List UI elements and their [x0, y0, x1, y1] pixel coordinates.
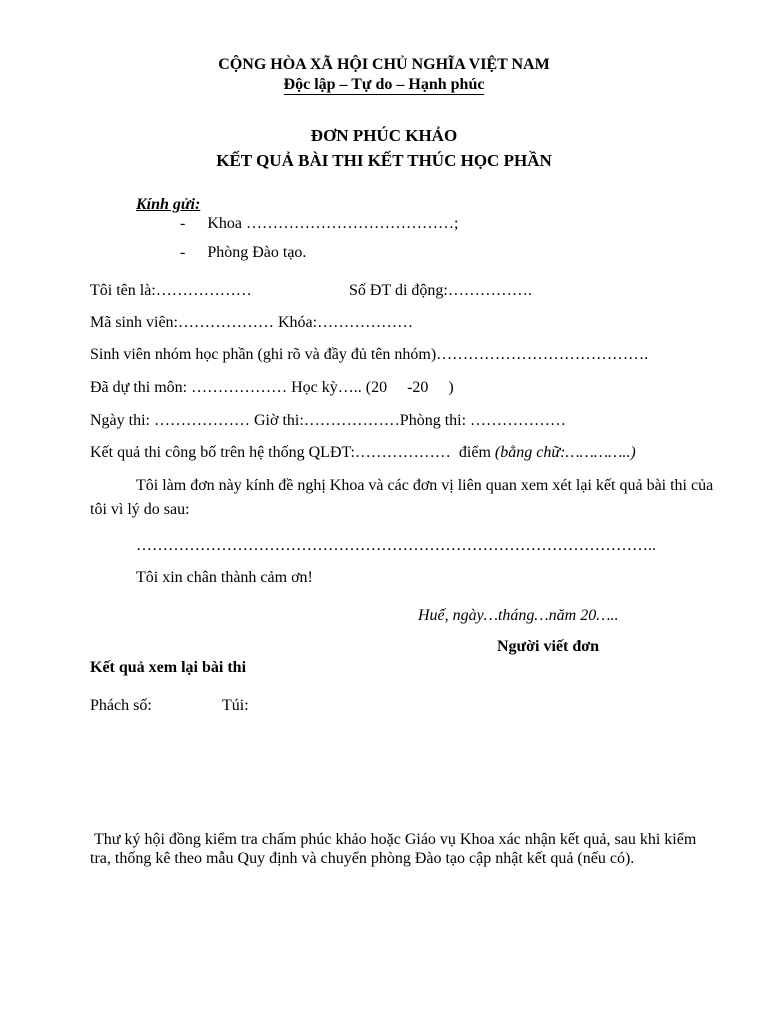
reason-line: …………………………………………………………………………………….. — [136, 537, 656, 554]
phone-field: Số ĐT di động:……………. — [349, 282, 532, 299]
recipient-training-office-text: Phòng Đào tạo. — [207, 244, 307, 261]
group-field: Sinh viên nhóm học phần (ghi rõ và đầy đủ tên nhóm)…………………………………. — [90, 346, 649, 363]
code-number-label: Phách số: — [90, 697, 152, 714]
name-field: Tôi tên là:……………… — [90, 282, 252, 299]
document-subtitle: KẾT QUẢ BÀI THI KẾT THÚC HỌC PHẦN — [216, 151, 552, 170]
nation-heading: CỘNG HÒA XÃ HỘI CHỦ NGHĨA VIỆT NAM — [218, 56, 550, 73]
signer-label: Người viết đơn — [497, 638, 599, 655]
result-words: (bằng chữ:…………..) — [494, 444, 636, 461]
exam-info-field: Ngày thi: ……………… Giờ thi:………………Phòng thi: ……………… — [90, 412, 567, 429]
result-prefix: Kết quả thi công bố trên hệ thống QLĐT:……………… điểm — [90, 444, 495, 461]
list-dash: - — [180, 244, 186, 261]
list-dash: - — [180, 215, 186, 232]
request-paragraph: Tôi làm đơn này kính đề nghị Khoa và các đơn vị liên quan xem xét lại kết quả bài thi của tôi vì lý do sau: — [90, 477, 714, 518]
review-heading: Kết quả xem lại bài thi — [90, 659, 247, 676]
bag-label: Túi: — [222, 697, 249, 714]
thanks-text: Tôi xin chân thành cảm ơn! — [136, 569, 313, 586]
place-date: Huế, ngày…tháng…năm 20….. — [418, 607, 619, 624]
recipient-item-training-office — [180, 244, 306, 262]
recipient-faculty-text: Khoa …………………………………; — [207, 215, 459, 232]
subject-semester-field: Đã dự thi môn: ……………… Học kỳ….. (20 -20 ) — [90, 379, 454, 396]
student-id-course-field: Mã sinh viên:……………… Khóa:……………… — [90, 314, 414, 331]
footer-note: Thư ký hội đồng kiểm tra chấm phúc khảo hoặc Giáo vụ Khoa xác nhận kết quả, sau khi kiểm tra, thống kê theo mẫu Quy định và chuyển phòng Đào tạo cập nhật kết quả (nếu có). — [90, 831, 701, 868]
motto-text: Độc lập – Tự do – Hạnh phúc — [284, 76, 485, 95]
result-field — [90, 444, 636, 462]
recipient-item-faculty — [180, 215, 458, 233]
recipient-label: Kính gửi: — [136, 196, 201, 213]
document-title: ĐƠN PHÚC KHẢO — [310, 126, 458, 145]
motto — [0, 76, 768, 95]
